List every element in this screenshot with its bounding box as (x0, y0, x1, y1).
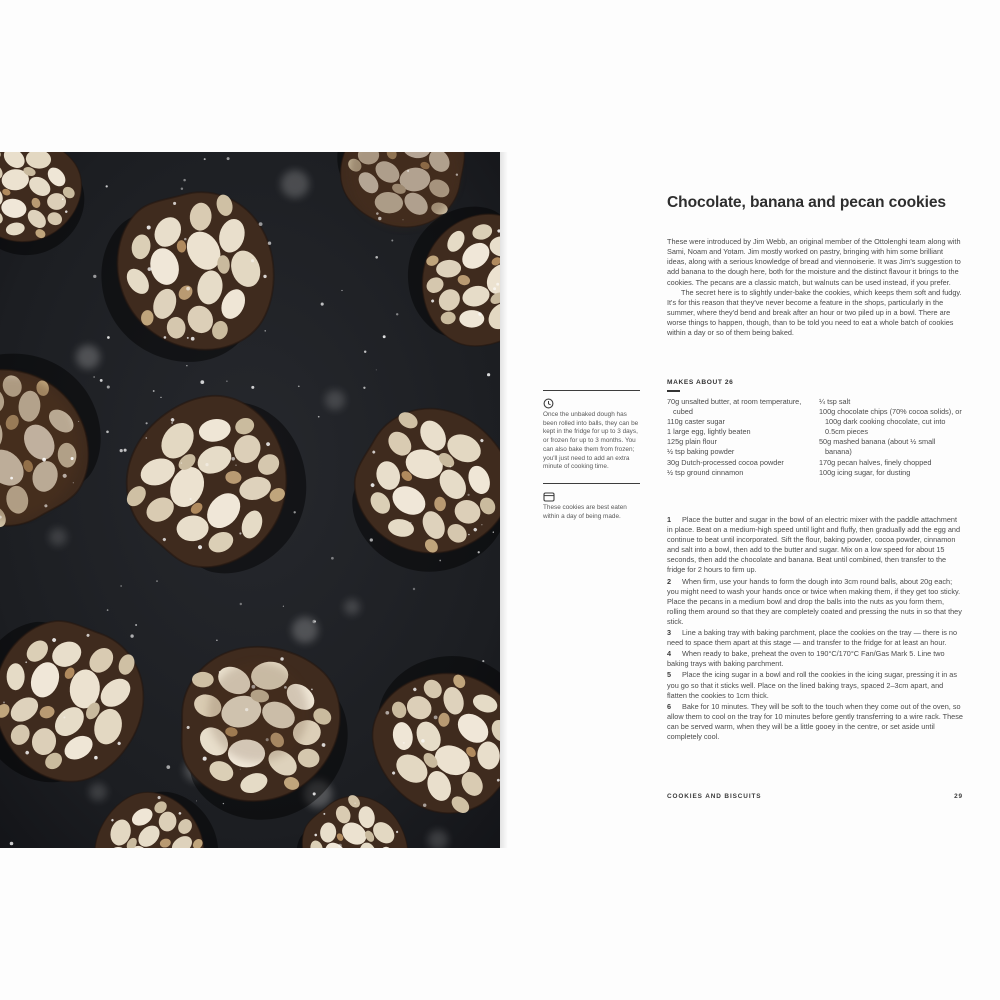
step-text: Bake for 10 minutes. They will be soft to the touch when they come out of the oven, so allow them to cool on the tray for 10 minutes before gently transferring to a wire rack. These can be served warm, when they will be a little gooey in the centre, or set aside until completely cool. (667, 701, 963, 741)
ingredients-list (667, 397, 963, 478)
ingredient: 100g icing sugar, for dusting (819, 467, 911, 477)
step-text: When ready to bake, preheat the oven to 190°C/170°C Fan/Gas Mark 5. Line two baking trays with baking parchment. (667, 649, 945, 669)
yield-dash (667, 390, 680, 392)
page-footer (667, 793, 963, 800)
method-step (667, 577, 963, 627)
yield (667, 379, 733, 392)
page-number: 29 (954, 793, 963, 800)
ingredient: 50g mashed banana (about ½ small banana) (819, 437, 936, 457)
cookie-photo (0, 152, 500, 848)
step-number: 4 (667, 649, 672, 659)
method-step (667, 649, 963, 669)
divider (543, 390, 640, 391)
page-gutter-shadow (500, 152, 508, 848)
ingredient: 100g chocolate chips (70% cocoa solids), or 100g dark cooking chocolate, cut into 0.5cm pieces (819, 407, 962, 437)
method-step (667, 670, 963, 700)
ingredient: ½ tsp baking powder (667, 447, 735, 457)
divider (543, 483, 640, 484)
ingredient: 70g unsalted butter, at room temperature, cubed (667, 397, 802, 417)
step-number: 6 (667, 701, 672, 711)
step-text: Place the butter and sugar in the bowl of an electric mixer with the paddle attachment in place. Beat on a medium-high speed until light and fluffy, then gradually add the egg and continue to beat until incorporated. Sift the flour, baking powder, cocoa powder, cinnamon and salt into a bowl, then add to the butter and sugar. Mix on a low speed for about 15 seconds, then add the chocolate and banana. Beat until combined, then transfer to the fridge for 2 hours to firm up. (667, 515, 961, 575)
ingredients-column-left (667, 397, 819, 478)
method-step (667, 628, 963, 648)
storage-icon (543, 489, 640, 500)
cookie-photo-art (0, 152, 500, 848)
ingredient: 30g Dutch-processed cocoa powder (667, 457, 784, 467)
ingredient: ½ tsp ground cinnamon (667, 467, 744, 477)
step-number: 3 (667, 628, 672, 638)
step-number: 1 (667, 515, 672, 524)
ingredient: 125g plain flour (667, 437, 717, 447)
ingredient: 170g pecan halves, finely chopped (819, 457, 932, 467)
method-step (667, 515, 963, 576)
recipe-intro (667, 237, 963, 339)
intro-paragraph: These were introduced by Jim Webb, an original member of the Ottolenghi team along with Sami, Noam and Yotam. Jim mostly worked on pastry, bringing with him some brilliant ideas, along with a serious knowledge of bread and viennoiserie. It was Jim's suggestion to add banana to the dough here, both for the moisture and the distinct flavour it brings to the cookies. The pecans are a classic match, but walnuts can be used instead, if you prefer. (667, 237, 961, 287)
ingredient: 110g caster sugar (667, 417, 725, 427)
step-text: Place the icing sugar in a bowl and roll the cookies in the icing sugar, pressing it in as you go so that it sticks well. Place on the lined baking trays, spaced 2–3cm apart, and flatten the cookies to 1cm thick. (667, 670, 958, 700)
step-text: When firm, use your hands to form the dough into 3cm round balls, about 20g each; you might need to wash your hands once or twice when making them, if they get too sticky. Place the pecans in a medium bowl and drop the balls into the nuts as you form them, rolling them around so that they are completely coated and pressing the nuts in so that they stick. (667, 576, 962, 626)
ingredient: ¼ tsp salt (819, 397, 851, 406)
clock-icon (543, 396, 640, 407)
ingredients-column-right (819, 397, 963, 478)
intro-paragraph: The secret here is to slightly under-bake the cookies, which keeps them soft and fudgy. It's for this reason that they've never become a feature in the shops, particularly in the summer, where they'd bend and break after an hour or two piled up in a bowl. There are worse things to happen, though, than to be told you need to eat a whole batch of cookies within a day or so of them being baked. (667, 287, 962, 338)
storage-note: These cookies are best eaten within a day of being made. (543, 503, 627, 520)
recipe-title: Chocolate, banana and pecan cookies (667, 194, 946, 211)
chapter-label: COOKIES AND BISCUITS (667, 793, 762, 800)
ingredient: 1 large egg, lightly beaten (667, 427, 751, 437)
yield-label: MAKES ABOUT 26 (667, 379, 734, 386)
step-number: 2 (667, 576, 672, 586)
keeping-note: Once the unbaked dough has been rolled into balls, they can be kept in the fridge for up to 3 days, or frozen for up to 3 months. You can also bake them from frozen; you'll just need to add an extra minute of cooking time. (543, 411, 639, 471)
step-text: Line a baking tray with baking parchment, place the cookies on the tray — there is no need to space them apart at this stage — and transfer to the fridge for at least an hour. (667, 628, 958, 648)
method-steps (667, 515, 963, 743)
method-step (667, 702, 963, 742)
step-number: 5 (667, 670, 672, 680)
margin-notes (543, 390, 640, 532)
